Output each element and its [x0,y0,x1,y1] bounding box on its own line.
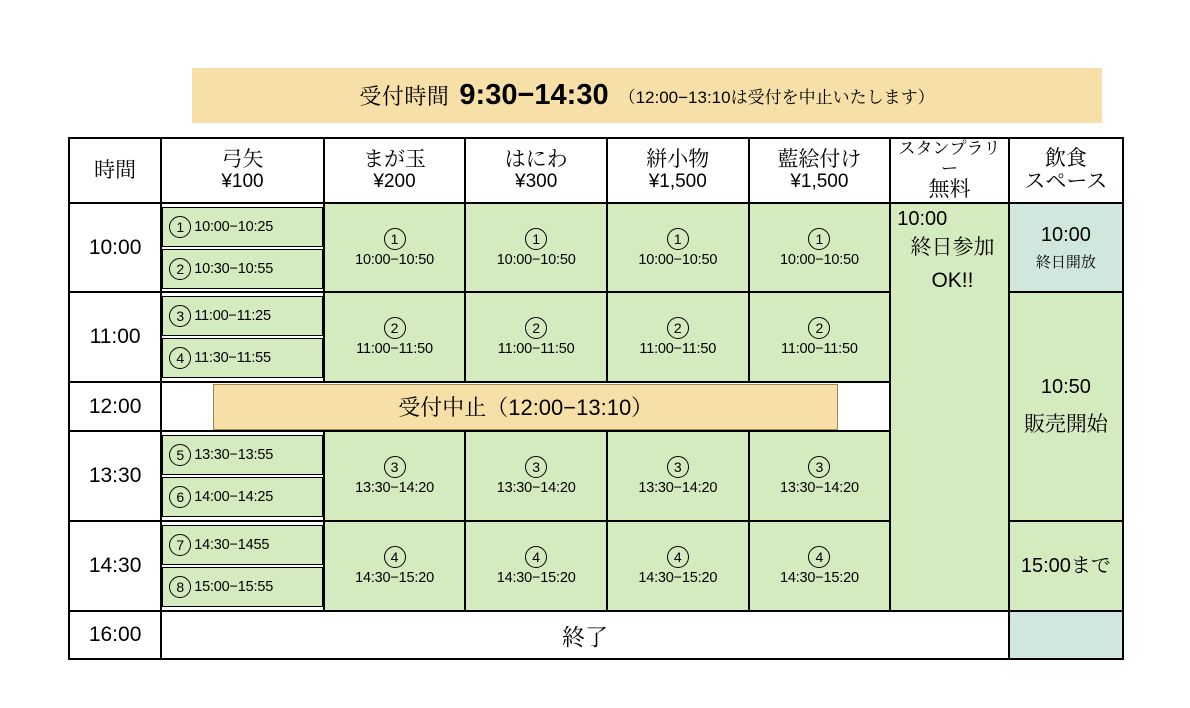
stamp-rally-start-time: 10:00 [897,207,948,230]
slot-number-circle: 2 [525,317,547,339]
slot-number-circle: 8 [169,576,191,598]
header-haniwa-price: ¥300 [515,171,558,193]
cell-yumiya-1000[interactable] [161,203,323,293]
header-stamp-rally [890,138,1009,203]
table-header-row [69,138,1123,203]
header-haniwa [465,138,607,203]
row-time-1000: 10:00 [69,203,161,293]
reception-hours-time: 9:30−14:30 [459,79,609,111]
cell-food-sale-start[interactable] [1009,292,1123,521]
row-time-1430: 14:30 [69,521,161,611]
slot-range: 13:30−14:20 [779,480,859,497]
cell-haniwa-1000[interactable] [465,203,607,293]
header-aietsuke-label: 藍絵付け [777,147,862,171]
cell-aietsuke-1430[interactable] [749,521,891,611]
stamp-rally-content [891,204,1008,610]
cell-food-blank [1009,611,1123,659]
slot-number-circle: 3 [525,456,547,478]
slot-range: 14:30−15:20 [355,570,434,587]
slot-kasuri-1 [608,204,748,292]
header-aietsuke [749,138,891,203]
cell-aietsuke-1100[interactable] [749,292,891,382]
slot-yumiya-3[interactable] [162,296,322,336]
slot-magatama-1 [325,204,465,292]
food-open-time: 10:00 [1040,223,1091,246]
header-time [69,138,161,203]
header-food-space [1009,138,1123,203]
food-open-note: 終日開放 [1035,253,1096,271]
slot-range: 15:00−15:55 [194,579,274,596]
slot-haniwa-3 [466,432,606,520]
slot-range: 10:30−10:55 [194,260,274,277]
cell-food-until[interactable] [1009,521,1123,611]
header-haniwa-label: はにわ [504,147,568,171]
slot-number-circle: 1 [169,216,191,238]
slot-range: 14:30−1455 [194,537,270,554]
slot-magatama-3 [325,432,465,520]
header-time-label: 時間 [94,158,137,182]
slot-range: 13:30−14:20 [496,480,576,497]
slot-range: 14:30−15:20 [638,570,718,587]
cell-aietsuke-1000[interactable] [749,203,891,293]
header-magatama-price: ¥200 [373,171,416,193]
slot-yumiya-1[interactable] [162,207,322,247]
reception-hours-note: （12:00−13:10は受付を中止いたします） [618,88,935,107]
slot-magatama-2 [325,293,465,381]
cell-reception-break [161,382,890,431]
cell-magatama-1430[interactable] [324,521,466,611]
cell-haniwa-1430[interactable] [465,521,607,611]
slot-range: 14:30−15:20 [779,570,859,587]
slot-range: 10:00−10:50 [779,251,859,268]
stamp-rally-note [910,231,994,298]
slot-aietsuke-1 [750,204,890,292]
header-yumiya-price: ¥100 [221,171,264,193]
slot-number-circle: 2 [667,317,689,339]
slot-range: 11:00−11:25 [194,308,271,325]
slot-number-circle: 3 [169,305,191,327]
header-kasuri-price: ¥1,500 [648,171,707,193]
slot-yumiya-6[interactable] [162,477,322,517]
header-aietsuke-price: ¥1,500 [790,171,849,193]
slot-number-circle: 2 [169,258,191,280]
slot-number-circle: 4 [525,546,547,568]
slot-number-circle: 2 [384,317,406,339]
food-sale-time: 10:50 [1040,376,1091,399]
slot-haniwa-1 [466,204,606,292]
cell-kasuri-1430[interactable] [607,521,749,611]
schedule-table [68,137,1124,660]
slot-range: 14:00−14:25 [194,489,274,506]
slot-aietsuke-3 [750,432,890,520]
slot-range: 10:00−10:50 [638,251,718,268]
slot-range: 10:00−10:25 [194,218,274,235]
cell-aietsuke-1330[interactable] [749,431,891,521]
food-until-label: 15:00まで [1020,554,1111,577]
slot-yumiya-5[interactable] [162,435,322,475]
stamp-rally-note-line1: 終日参加 [910,235,995,259]
cell-kasuri-1100[interactable] [607,292,749,382]
slot-number-circle: 5 [169,444,191,466]
cell-kasuri-1000[interactable] [607,203,749,293]
slot-number-circle: 1 [525,228,547,250]
slot-number-circle: 1 [384,228,406,250]
slot-number-circle: 6 [169,486,191,508]
slot-yumiya-8[interactable] [162,567,322,607]
row-time-1200: 12:00 [69,382,161,431]
header-yumiya-label: 弓矢 [221,147,264,171]
slot-range: 13:30−13:55 [194,447,274,464]
header-kasuri [607,138,749,203]
row-time-1600: 16:00 [69,611,161,659]
header-food-space-label1: 飲食 [1044,146,1087,170]
cell-yumiya-1430[interactable] [161,521,323,611]
slot-yumiya-4[interactable] [162,338,322,378]
slot-yumiya-2[interactable] [162,249,322,289]
cell-haniwa-1330[interactable] [465,431,607,521]
slot-range: 10:00−10:50 [355,251,434,268]
table-row-1600-end [69,611,1123,659]
slot-number-circle: 1 [808,228,830,250]
cell-magatama-1000[interactable] [324,203,466,293]
slot-number-circle: 2 [808,317,830,339]
slot-number-circle: 3 [808,456,830,478]
slot-range: 11:30−11:55 [194,350,271,367]
stamp-rally-note-line2: OK!! [931,269,974,293]
slot-number-circle: 4 [384,546,406,568]
slot-range: 11:00−11:50 [497,341,575,358]
cell-magatama-1100[interactable] [324,292,466,382]
slot-number-circle: 4 [808,546,830,568]
slot-range: 14:30−15:20 [496,570,576,587]
cell-end-label [161,611,1009,659]
header-stamp-rally-label: スタンプラリー [898,139,1001,178]
slot-range: 11:00−11:50 [639,341,717,358]
cell-haniwa-1100[interactable] [465,292,607,382]
slot-range: 11:00−11:50 [781,341,858,358]
cell-food-open[interactable] [1009,203,1123,293]
slot-kasuri-3 [608,432,748,520]
slot-haniwa-2 [466,293,606,381]
food-sale-label: 販売開始 [1023,413,1108,437]
end-label: 終了 [561,623,608,650]
slot-kasuri-4 [608,522,748,610]
slot-aietsuke-2 [750,293,890,381]
slot-number-circle: 3 [384,456,406,478]
reception-hours-label: 受付時間 [359,84,450,109]
row-time-1100: 11:00 [69,292,161,382]
cell-yumiya-1330[interactable] [161,431,323,521]
slot-aietsuke-4 [750,522,890,610]
slot-kasuri-2 [608,293,748,381]
header-stamp-rally-price: 無料 [928,178,971,202]
reception-break-label: 受付中止（12:00−13:10） [398,395,654,421]
slot-number-circle: 7 [169,534,191,556]
schedule-table-wrapper [68,137,1124,660]
slot-range: 10:00−10:50 [496,251,576,268]
slot-number-circle: 4 [169,347,191,369]
cell-stamp-rally-allday[interactable] [890,203,1009,611]
row-time-1330: 13:30 [69,431,161,521]
slot-haniwa-4 [466,522,606,610]
cell-magatama-1330[interactable] [324,431,466,521]
header-yumiya [161,138,323,203]
slot-number-circle: 3 [667,456,689,478]
cell-kasuri-1330[interactable] [607,431,749,521]
slot-yumiya-7[interactable] [162,525,322,565]
slot-number-circle: 4 [667,546,689,568]
header-magatama-label: まが玉 [363,147,427,171]
slot-magatama-4 [325,522,465,610]
reception-break-bar [213,384,838,430]
table-row-1000 [69,203,1123,293]
slot-range: 13:30−14:20 [638,480,718,497]
reception-hours-banner [192,68,1102,123]
slot-range: 11:00−11:50 [356,341,433,358]
cell-yumiya-1100[interactable] [161,292,323,382]
slot-range: 13:30−14:20 [355,480,434,497]
header-kasuri-label: 絣小物 [646,147,710,171]
header-magatama [324,138,466,203]
header-food-space-label2: スペース [1024,170,1108,194]
slot-number-circle: 1 [667,228,689,250]
